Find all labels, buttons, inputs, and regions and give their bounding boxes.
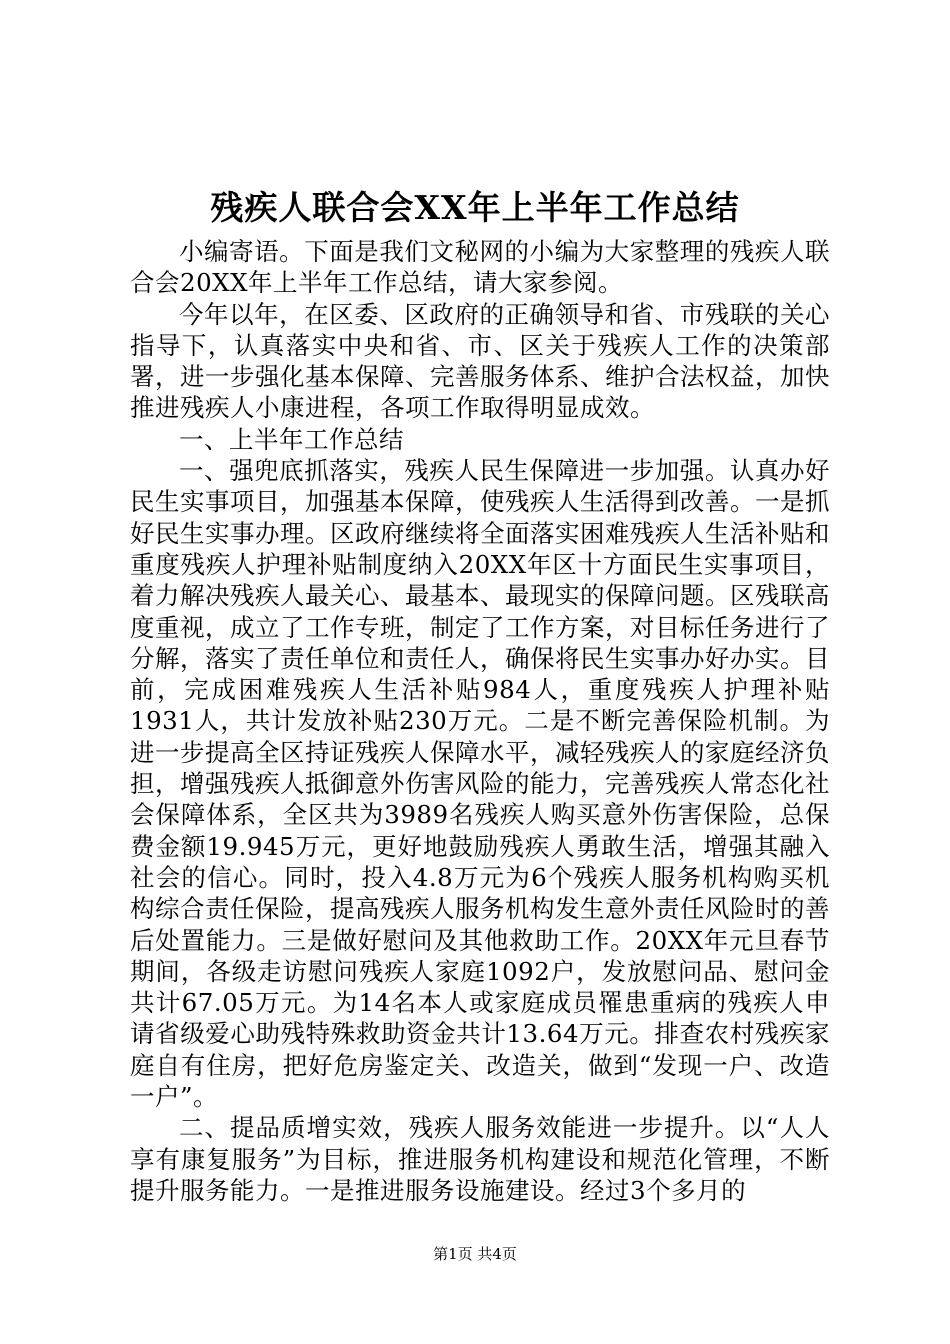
page-footer: 第1页 共4页 (433, 1245, 517, 1263)
section-heading: 一、上半年工作总结 (179, 424, 404, 454)
paragraph-intro: 小编寄语。下面是我们文秘网的小编为大家整理的残疾人联合会20XX年上半年工作总结，请大家参阅。 (130, 237, 830, 298)
paragraph-section-one: 一、强兜底抓落实，残疾人民生保障进一步加强。认真办好民生实事项目，加强基本保障，使残疾人生活得到改善。一是抓好民生实事办理。区政府继续将全面落实困难残疾人生活补贴和重度残疾人护理补贴制度纳入20XX年区十方面民生实事项目，着力解决残疾人最关心、最基本、最现实的保障问题。区残联高度重视，成立了工作专班，制定了工作方案，对目标任务进行了分解，落实了责任单位和责任人，确保将民生实事办好办实。目前，完成困难残疾人生活补贴984人，重度残疾人护理补贴1931人，共计发放补贴230万元。二是不断完善保险机制。为进一步提高全区持证残疾人保障水平，减轻残疾人的家庭经济负担，增强残疾人抵御意外伤害风险的能力，完善残疾人常态化社会保障体系，全区共为3989名残疾人购买意外伤害保险，总保费金额19.945万元，更好地鼓励残疾人勇敢生活，增强其融入社会的信心。同时，投入4.8万元为6个残疾人服务机构购买机构综合责任保险，提高残疾人服务机构发生意外责任风险时的善后处置能力。三是做好慰问及其他救助工作。20XX年元旦春节期间，各级走访慰问残疾人家庭1092户，发放慰问品、慰问金共计67.05万元。为14名本人或家庭成员罹患重病的残疾人申请省级爱心助残特殊救助资金共计13.64万元。排查农村残疾家庭自有住房，把好危房鉴定关、改造关，做到“发现一户、改造一户”。 (130, 456, 830, 1112)
document-body (130, 236, 830, 1206)
paragraph-overview: 今年以年，在区委、区政府的正确领导和省、市残联的关心指导下，认真落实中央和省、市、区关于残疾人工作的决策部署，进一步强化基本保障、完善服务体系、维护合法权益，加快推进残疾人小康进程，各项工作取得明显成效。 (130, 299, 830, 423)
paragraph-section-two: 二、提品质增实效，残疾人服务效能进一步提升。以“人人享有康复服务”为目标，推进服务机构建设和规范化管理，不断提升服务能力。一是推进服务设施建设。经过3个多月的 (130, 1113, 830, 1205)
document-title: 残疾人联合会XX年上半年工作总结 (210, 188, 740, 227)
